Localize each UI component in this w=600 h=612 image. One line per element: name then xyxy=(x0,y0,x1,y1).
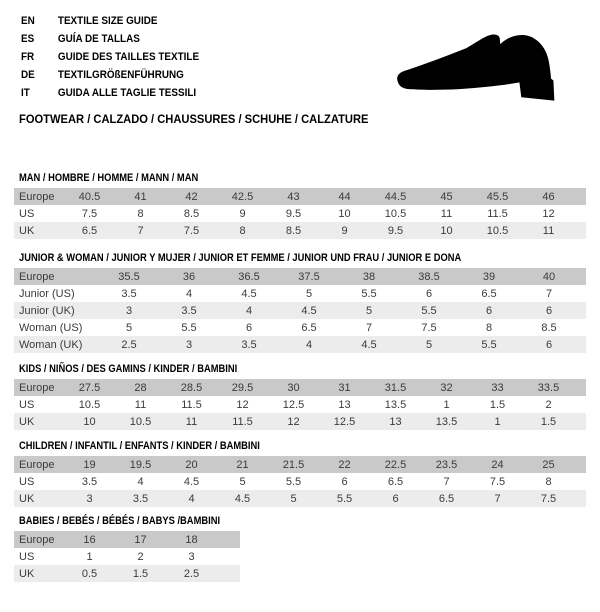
size-value-cell: 2.5 xyxy=(99,336,159,353)
size-value-cell: 9 xyxy=(217,205,268,222)
size-value-cell: 4.5 xyxy=(339,336,399,353)
size-value-cell: 11 xyxy=(166,413,217,430)
size-value-cell: 4 xyxy=(279,336,339,353)
section-junior xyxy=(14,252,600,353)
row-label-cell: US xyxy=(14,473,64,490)
size-value-cell: 19.5 xyxy=(115,456,166,473)
row-filler-cell xyxy=(217,531,240,548)
size-value-cell: 6 xyxy=(370,490,421,507)
row-filler-cell xyxy=(579,268,586,285)
table-row-woman-us xyxy=(14,319,586,336)
row-label-cell: Europe xyxy=(14,456,64,473)
size-value-cell: 7 xyxy=(115,222,166,239)
size-value-cell: 11 xyxy=(115,396,166,413)
section-babies xyxy=(14,515,600,582)
row-filler-cell xyxy=(574,473,586,490)
size-value-cell: 10.5 xyxy=(115,413,166,430)
size-table-junior xyxy=(14,268,586,353)
row-label-cell: Europe xyxy=(14,268,99,285)
section-kids xyxy=(14,363,600,430)
size-value-cell: 12 xyxy=(217,396,268,413)
size-table-children xyxy=(14,456,586,507)
table-row-woman-uk xyxy=(14,336,586,353)
size-value-cell: 7 xyxy=(472,490,523,507)
size-value-cell: 7 xyxy=(339,319,399,336)
size-value-cell: 13.5 xyxy=(370,396,421,413)
size-value-cell: 36 xyxy=(159,268,219,285)
size-value-cell: 5.5 xyxy=(319,490,370,507)
category-line: FOOTWEAR / CALZADO / CHAUSSURES / SCHUHE / CALZATURE xyxy=(19,112,369,126)
language-code: FR xyxy=(21,51,35,63)
row-filler-cell xyxy=(217,565,240,582)
size-value-cell: 8.5 xyxy=(166,205,217,222)
size-value-cell: 3 xyxy=(166,548,217,565)
size-table-kids xyxy=(14,379,586,430)
size-value-cell: 1 xyxy=(421,396,472,413)
size-value-cell: 9.5 xyxy=(268,205,319,222)
size-value-cell: 41 xyxy=(115,188,166,205)
size-value-cell: 21.5 xyxy=(268,456,319,473)
section-man xyxy=(14,172,600,239)
size-value-cell: 22 xyxy=(319,456,370,473)
size-value-cell: 39 xyxy=(459,268,519,285)
section-title-children: CHILDREN / INFANTIL / ENFANTS / KINDER / BAMBINI xyxy=(19,440,260,452)
size-value-cell: 2 xyxy=(523,396,574,413)
size-value-cell: 37.5 xyxy=(279,268,339,285)
size-value-cell: 6.5 xyxy=(459,285,519,302)
size-value-cell: 10 xyxy=(64,413,115,430)
size-value-cell: 5.5 xyxy=(159,319,219,336)
row-filler-cell xyxy=(574,205,586,222)
row-filler-cell xyxy=(574,222,586,239)
size-value-cell: 33 xyxy=(472,379,523,396)
size-value-cell: 9 xyxy=(319,222,370,239)
section-children xyxy=(14,440,600,507)
size-tables-container xyxy=(14,172,600,582)
language-code: EN xyxy=(21,15,35,27)
size-value-cell: 1 xyxy=(472,413,523,430)
size-table-man xyxy=(14,188,586,239)
row-filler-cell xyxy=(574,379,586,396)
size-value-cell: 4.5 xyxy=(279,302,339,319)
size-value-cell: 10 xyxy=(421,222,472,239)
textile-size-guide-page xyxy=(0,12,600,612)
size-value-cell: 12 xyxy=(268,413,319,430)
size-value-cell: 28.5 xyxy=(166,379,217,396)
size-value-cell: 13.5 xyxy=(421,413,472,430)
size-value-cell: 5 xyxy=(99,319,159,336)
size-value-cell: 7 xyxy=(421,473,472,490)
size-value-cell: 9.5 xyxy=(370,222,421,239)
size-value-cell: 6 xyxy=(519,302,579,319)
language-label: TEXTILE SIZE GUIDE xyxy=(57,15,158,27)
size-value-cell: 19 xyxy=(64,456,115,473)
row-label-cell: Woman (US) xyxy=(14,319,99,336)
size-value-cell: 3 xyxy=(64,490,115,507)
size-value-cell: 44 xyxy=(319,188,370,205)
size-value-cell: 6.5 xyxy=(421,490,472,507)
row-filler-cell xyxy=(217,548,240,565)
table-row-junior-uk xyxy=(14,302,586,319)
size-value-cell: 38 xyxy=(339,268,399,285)
size-value-cell: 23.5 xyxy=(421,456,472,473)
size-value-cell: 4.5 xyxy=(166,473,217,490)
size-value-cell: 4.5 xyxy=(219,285,279,302)
size-value-cell: 11.5 xyxy=(166,396,217,413)
language-label: GUIDA ALLE TAGLIE TESSILI xyxy=(57,87,197,99)
size-value-cell: 1.5 xyxy=(472,396,523,413)
size-value-cell: 46 xyxy=(523,188,574,205)
size-value-cell: 25 xyxy=(523,456,574,473)
size-value-cell: 12 xyxy=(523,205,574,222)
size-value-cell: 44.5 xyxy=(370,188,421,205)
size-value-cell: 11.5 xyxy=(217,413,268,430)
size-value-cell: 16 xyxy=(64,531,115,548)
table-row-uk xyxy=(14,490,586,507)
size-value-cell: 40 xyxy=(519,268,579,285)
table-row-us xyxy=(14,473,586,490)
size-value-cell: 8 xyxy=(523,473,574,490)
size-value-cell: 12.5 xyxy=(319,413,370,430)
row-label-cell: UK xyxy=(14,565,64,582)
size-value-cell: 7.5 xyxy=(64,205,115,222)
size-value-cell: 6 xyxy=(219,319,279,336)
size-value-cell: 7.5 xyxy=(523,490,574,507)
size-value-cell: 6 xyxy=(519,336,579,353)
size-value-cell: 11 xyxy=(523,222,574,239)
table-row-us xyxy=(14,396,586,413)
language-label: GUÍA DE TALLAS xyxy=(57,33,140,45)
size-value-cell: 6.5 xyxy=(64,222,115,239)
size-value-cell: 45.5 xyxy=(472,188,523,205)
row-filler-cell xyxy=(579,285,586,302)
table-row-europe xyxy=(14,268,586,285)
size-value-cell: 7.5 xyxy=(399,319,459,336)
language-label: GUIDE DES TAILLES TEXTILE xyxy=(57,51,200,63)
row-label-cell: UK xyxy=(14,413,64,430)
size-value-cell: 3 xyxy=(159,336,219,353)
size-value-cell: 12.5 xyxy=(268,396,319,413)
size-value-cell: 8 xyxy=(115,205,166,222)
language-code: DE xyxy=(21,69,35,81)
language-code: IT xyxy=(21,87,30,99)
row-label-cell: US xyxy=(14,396,64,413)
size-value-cell: 7 xyxy=(519,285,579,302)
size-value-cell: 3.5 xyxy=(115,490,166,507)
size-value-cell: 43 xyxy=(268,188,319,205)
size-value-cell: 6 xyxy=(399,285,459,302)
section-title-babies: BABIES / BEBÉS / BÉBÉS / BABYS /BAMBINI xyxy=(19,515,221,527)
size-value-cell: 32 xyxy=(421,379,472,396)
size-value-cell: 5 xyxy=(399,336,459,353)
size-value-cell: 6.5 xyxy=(279,319,339,336)
size-value-cell: 1.5 xyxy=(115,565,166,582)
size-value-cell: 36.5 xyxy=(219,268,279,285)
size-value-cell: 17 xyxy=(115,531,166,548)
size-value-cell: 5.5 xyxy=(268,473,319,490)
size-value-cell: 4 xyxy=(219,302,279,319)
size-value-cell: 4 xyxy=(115,473,166,490)
size-value-cell: 11 xyxy=(421,205,472,222)
size-value-cell: 38.5 xyxy=(399,268,459,285)
size-value-cell: 8 xyxy=(217,222,268,239)
size-value-cell: 42 xyxy=(166,188,217,205)
size-value-cell: 11.5 xyxy=(472,205,523,222)
size-value-cell: 35.5 xyxy=(99,268,159,285)
section-title-junior: JUNIOR & WOMAN / JUNIOR Y MUJER / JUNIOR ET FEMME / JUNIOR UND FRAU / JUNIOR E DONA xyxy=(19,252,462,264)
size-value-cell: 1 xyxy=(64,548,115,565)
size-value-cell: 5.5 xyxy=(399,302,459,319)
size-value-cell: 3.5 xyxy=(99,285,159,302)
row-label-cell: Europe xyxy=(14,188,64,205)
size-value-cell: 31 xyxy=(319,379,370,396)
size-value-cell: 4 xyxy=(166,490,217,507)
size-value-cell: 6 xyxy=(459,302,519,319)
size-value-cell: 5 xyxy=(339,302,399,319)
size-value-cell: 7.5 xyxy=(472,473,523,490)
row-label-cell: UK xyxy=(14,490,64,507)
size-value-cell: 10.5 xyxy=(370,205,421,222)
size-value-cell: 2.5 xyxy=(166,565,217,582)
row-label-cell: Europe xyxy=(14,531,64,548)
language-label: TEXTILGRÖßENFÜHRUNG xyxy=(57,69,184,81)
table-row-us xyxy=(14,548,240,565)
size-value-cell: 45 xyxy=(421,188,472,205)
size-value-cell: 30 xyxy=(268,379,319,396)
size-value-cell: 20 xyxy=(166,456,217,473)
row-label-cell: Woman (UK) xyxy=(14,336,99,353)
size-value-cell: 29.5 xyxy=(217,379,268,396)
row-filler-cell xyxy=(574,456,586,473)
dress-shoe-icon xyxy=(392,24,574,115)
table-row-europe xyxy=(14,379,586,396)
size-value-cell: 18 xyxy=(166,531,217,548)
size-value-cell: 3.5 xyxy=(219,336,279,353)
size-value-cell: 27.5 xyxy=(64,379,115,396)
row-label-cell: Europe xyxy=(14,379,64,396)
row-filler-cell xyxy=(579,319,586,336)
size-value-cell: 13 xyxy=(319,396,370,413)
table-row-us xyxy=(14,205,586,222)
table-row-junior-us xyxy=(14,285,586,302)
size-value-cell: 22.5 xyxy=(370,456,421,473)
section-title-man: MAN / HOMBRE / HOMME / MANN / MAN xyxy=(19,172,199,184)
size-value-cell: 7.5 xyxy=(166,222,217,239)
row-filler-cell xyxy=(579,336,586,353)
size-value-cell: 4.5 xyxy=(217,490,268,507)
row-filler-cell xyxy=(574,413,586,430)
row-filler-cell xyxy=(574,490,586,507)
size-value-cell: 5 xyxy=(279,285,339,302)
size-value-cell: 1.5 xyxy=(523,413,574,430)
size-value-cell: 10.5 xyxy=(64,396,115,413)
size-value-cell: 6.5 xyxy=(370,473,421,490)
size-value-cell: 6 xyxy=(319,473,370,490)
size-value-cell: 4 xyxy=(159,285,219,302)
size-value-cell: 42.5 xyxy=(217,188,268,205)
row-label-cell: Junior (UK) xyxy=(14,302,99,319)
row-label-cell: UK xyxy=(14,222,64,239)
size-value-cell: 28 xyxy=(115,379,166,396)
size-value-cell: 3.5 xyxy=(64,473,115,490)
section-title-kids: KIDS / NIÑOS / DES GAMINS / KINDER / BAMBINI xyxy=(19,363,238,375)
size-value-cell: 5 xyxy=(268,490,319,507)
size-value-cell: 10.5 xyxy=(472,222,523,239)
size-table-babies xyxy=(14,531,240,582)
size-value-cell: 40.5 xyxy=(64,188,115,205)
row-label-cell: US xyxy=(14,205,64,222)
table-row-europe xyxy=(14,456,586,473)
size-value-cell: 21 xyxy=(217,456,268,473)
row-filler-cell xyxy=(574,396,586,413)
size-value-cell: 13 xyxy=(370,413,421,430)
table-row-europe xyxy=(14,188,586,205)
size-value-cell: 5.5 xyxy=(339,285,399,302)
size-value-cell: 3 xyxy=(99,302,159,319)
table-row-uk xyxy=(14,413,586,430)
language-code: ES xyxy=(21,33,35,45)
size-value-cell: 0.5 xyxy=(64,565,115,582)
row-label-cell: Junior (US) xyxy=(14,285,99,302)
size-value-cell: 10 xyxy=(319,205,370,222)
row-filler-cell xyxy=(579,302,586,319)
size-value-cell: 24 xyxy=(472,456,523,473)
size-value-cell: 5 xyxy=(217,473,268,490)
table-row-uk xyxy=(14,222,586,239)
table-row-europe xyxy=(14,531,240,548)
row-filler-cell xyxy=(574,188,586,205)
size-value-cell: 8.5 xyxy=(519,319,579,336)
size-value-cell: 8.5 xyxy=(268,222,319,239)
row-label-cell: US xyxy=(14,548,64,565)
size-value-cell: 8 xyxy=(459,319,519,336)
size-value-cell: 33.5 xyxy=(523,379,574,396)
table-row-uk xyxy=(14,565,240,582)
size-value-cell: 3.5 xyxy=(159,302,219,319)
size-value-cell: 31.5 xyxy=(370,379,421,396)
size-value-cell: 2 xyxy=(115,548,166,565)
size-value-cell: 5.5 xyxy=(459,336,519,353)
